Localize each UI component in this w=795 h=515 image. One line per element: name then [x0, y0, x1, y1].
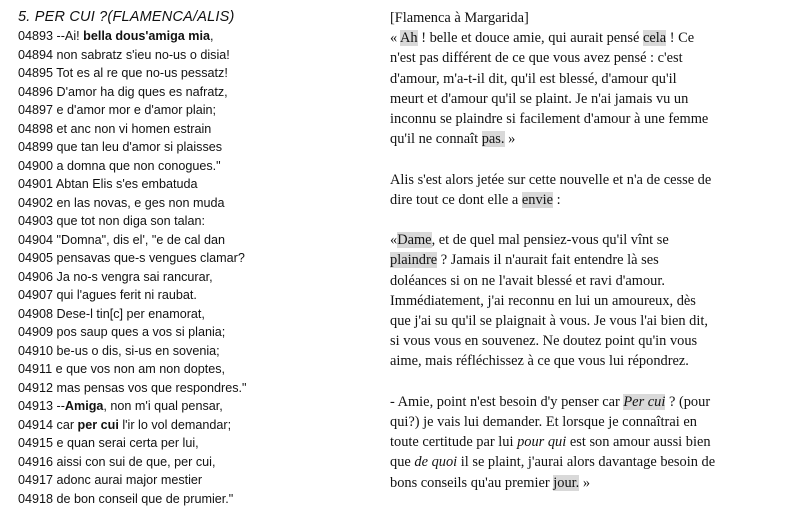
verse-line [18, 138, 373, 157]
verse-number: 04893 [18, 29, 54, 43]
translation-paragraph [390, 392, 790, 493]
text-run: ? (pour [665, 393, 711, 410]
translation-line [390, 190, 790, 210]
translation-line [390, 28, 790, 48]
text-run: que [390, 454, 415, 471]
verse-number: 04915 [18, 436, 54, 450]
highlighted-text: jour. [553, 474, 580, 491]
text-run: Alis s'est alors jetée sur cette nouvelle et n'a de cesse de [390, 171, 712, 188]
translation-line [390, 311, 790, 331]
verse-line [18, 175, 373, 194]
translation-line [390, 291, 790, 311]
text-run: e d'amor mor e d'amor plain; [53, 103, 217, 117]
verse-line [18, 471, 373, 490]
translation-paragraph [390, 8, 790, 149]
text-run: d'amour, m'a-t-il dit, qu'il est blessé, d'amour qu'il [390, 70, 677, 87]
verse-line [18, 416, 373, 435]
text-run: en las novas, e ges non muda [53, 195, 225, 210]
verse-number: 04894 [18, 47, 54, 62]
highlighted-text: Per cui [623, 393, 666, 410]
highlighted-text: cela [642, 30, 667, 47]
verse-number: 04900 [18, 158, 54, 173]
translation-line [390, 8, 790, 28]
verse-number: 04895 [18, 66, 54, 80]
verse-number: 04916 [18, 454, 54, 469]
highlighted-text: Dame [397, 232, 432, 249]
verse-line [18, 268, 373, 287]
translation-line [390, 48, 790, 68]
verse-number: 04918 [18, 491, 54, 506]
bold-text: bella dous'amiga mia [83, 29, 210, 43]
verse-line [18, 379, 373, 398]
text-run: --Ai! [53, 29, 84, 43]
verse-line [18, 194, 373, 213]
text-run: be-us o dis, si-us en sovenia; [53, 343, 220, 358]
text-run: ! Ce [666, 30, 695, 47]
text-run: » [579, 474, 591, 491]
text-run: ? Jamais il n'aurait fait entendre là ses [437, 252, 659, 269]
text-run: meurt et d'amour qu'il se plaint. Je n'ai jamais vu un [390, 90, 689, 107]
text-run: non sabratz s'ieu no-us o disia! [53, 47, 230, 62]
text-run: e quan serai certa per lui, [53, 436, 199, 450]
highlighted-text: pas. [481, 131, 505, 148]
verse-number: 04913 [18, 399, 54, 413]
text-run: qui l'agues ferit ni raubat. [53, 288, 197, 302]
translation-paragraph [390, 170, 790, 210]
verse-line [18, 434, 373, 453]
text-run: Tot es al re que no-us pessatz! [53, 66, 228, 80]
text-run: toute certitude par lui [390, 434, 518, 451]
translation-line [390, 432, 790, 452]
text-run: mas pensas vos que respondres." [53, 380, 247, 395]
translation-line [390, 351, 790, 371]
verse-line [18, 360, 373, 379]
verse-line [18, 323, 373, 342]
text-run: si vous vous en souvenez. Ne doutez point qu'in vous [390, 333, 698, 350]
verse-line [18, 27, 373, 46]
verse-number: 04911 [18, 362, 53, 376]
translation-line [390, 331, 790, 351]
verse-number: 04917 [18, 473, 54, 487]
verse-number: 04901 [18, 177, 54, 191]
text-run: [Flamenca à Margarida] [390, 10, 529, 26]
verse-line [18, 453, 373, 472]
section-title: 5. PER CUI ?(FLAMENCA/ALIS) [18, 9, 235, 25]
text-run: - Amie, point n'est besoin d'y penser car [390, 393, 624, 410]
verse-number: 04907 [18, 288, 54, 302]
verse-line [18, 342, 373, 361]
text-run: que j'ai su qu'il se plaignait à vous. Je vous l'ai bien dit, [390, 313, 708, 330]
bold-text: Amiga [64, 399, 104, 413]
verse-number: 04906 [18, 269, 54, 284]
text-run: de bon conseil que de prumier." [53, 491, 234, 506]
text-run: » [504, 131, 516, 148]
text-run: que tot non diga son talan: [53, 214, 205, 228]
verse-number: 04897 [18, 103, 54, 117]
italic-text: pour qui [517, 434, 567, 451]
verse-number: 04905 [18, 251, 54, 265]
verse-number: 04898 [18, 121, 54, 136]
highlighted-text: envie [521, 191, 554, 208]
text-run: Abtan Elis s'es embatuda [53, 177, 198, 191]
text-run: qui?) je vais lui demander. Et lorsque je connaîtrai en [390, 414, 697, 431]
text-run: -- [53, 399, 65, 413]
translation-line [390, 89, 790, 109]
translation-line [390, 392, 790, 412]
verse-line [18, 83, 373, 102]
translation-line [390, 129, 790, 149]
text-run: pensavas que-s vengues clamar? [53, 251, 245, 265]
text-run: « [390, 232, 398, 249]
verse-line [18, 249, 373, 268]
text-run: , [210, 29, 214, 43]
verse-number: 04910 [18, 343, 54, 358]
text-run: doléances si on ne l'avait blessé et ravi d'amour. [390, 272, 665, 289]
text-run: , non m'i qual pensar, [103, 399, 223, 413]
text-run: a domna que non conogues." [53, 158, 221, 173]
translation-column [390, 8, 790, 513]
translation-line [390, 69, 790, 89]
italic-text: de quoi [414, 454, 458, 471]
bold-text: per cui [77, 417, 119, 432]
verse-number: 04899 [18, 140, 54, 154]
text-run: : [553, 191, 561, 208]
verse-line [18, 64, 373, 83]
verse-list [18, 27, 373, 508]
verse-number: 04908 [18, 306, 54, 321]
original-text-column [18, 8, 373, 508]
translation-line [390, 271, 790, 291]
verse-number: 04903 [18, 214, 54, 228]
translation-line [390, 109, 790, 129]
verse-line [18, 231, 373, 250]
text-run: « [390, 30, 400, 47]
translation-paragraph [390, 230, 790, 371]
text-run: l'ir lo vol demandar; [118, 417, 232, 432]
translation-line [390, 170, 790, 190]
text-run: Immédiatement, j'ai reconnu en lui un amoureux, dès [390, 292, 696, 309]
text-run: "Domna", dis el', "e de cal dan [53, 232, 225, 247]
translation-paragraphs [390, 8, 790, 493]
verse-line [18, 157, 373, 176]
translation-line [390, 452, 790, 472]
text-run: aissi con sui de que, per cui, [53, 454, 216, 469]
text-run: et anc non vi homen estrain [53, 121, 212, 136]
verse-number: 04904 [18, 232, 54, 247]
text-run: aime, mais réfléchissez à ce que vous lui répondrez. [390, 353, 689, 370]
translation-line [390, 412, 790, 432]
verse-line [18, 46, 373, 65]
text-run: Ja no-s vengra sai rancurar, [53, 269, 213, 284]
verse-number: 04902 [18, 195, 54, 210]
translation-line [390, 473, 790, 493]
text-run: inconnu se plaindre si facilement d'amour à une femme [390, 111, 709, 128]
text-run: e que vos non am non doptes, [52, 362, 226, 376]
verse-number: 04914 [18, 417, 54, 432]
text-run: ! belle et douce amie, qui aurait pensé [417, 30, 643, 47]
verse-number: 04909 [18, 325, 54, 339]
text-run: pos saup ques a vos si plania; [53, 325, 226, 339]
text-run: dire tout ce dont elle a [390, 191, 522, 208]
text-run: , et de quel mal pensiez-vous qu'il vînt se [431, 232, 669, 249]
text-run: est son amour aussi bien [566, 434, 711, 451]
text-run: car [53, 417, 78, 432]
verse-line [18, 120, 373, 139]
verse-line [18, 286, 373, 305]
highlighted-text: Ah [400, 30, 418, 47]
text-run: bons conseils qu'au premier [390, 474, 554, 491]
text-run: n'est pas différent de ce que vous avez pensé : c'est [390, 50, 683, 67]
verse-line [18, 305, 373, 324]
text-run: qu'il ne connaît [390, 131, 482, 148]
verse-number: 04896 [18, 84, 54, 99]
verse-line [18, 490, 373, 509]
verse-line [18, 101, 373, 120]
verse-number: 04912 [18, 380, 54, 395]
text-run: que tan leu d'amor si plaisses [53, 140, 223, 154]
highlighted-text: plaindre [390, 252, 438, 269]
text-run: adonc aurai major mestier [53, 473, 203, 487]
translation-line [390, 250, 790, 270]
verse-line [18, 212, 373, 231]
text-run: il se plaint, j'aurai alors davantage besoin de [457, 454, 716, 471]
translation-line [390, 230, 790, 250]
text-run: Dese-l tin[c] per enamorat, [53, 306, 205, 321]
verse-line [18, 397, 373, 416]
text-run: D'amor ha dig ques es nafratz, [53, 84, 228, 99]
